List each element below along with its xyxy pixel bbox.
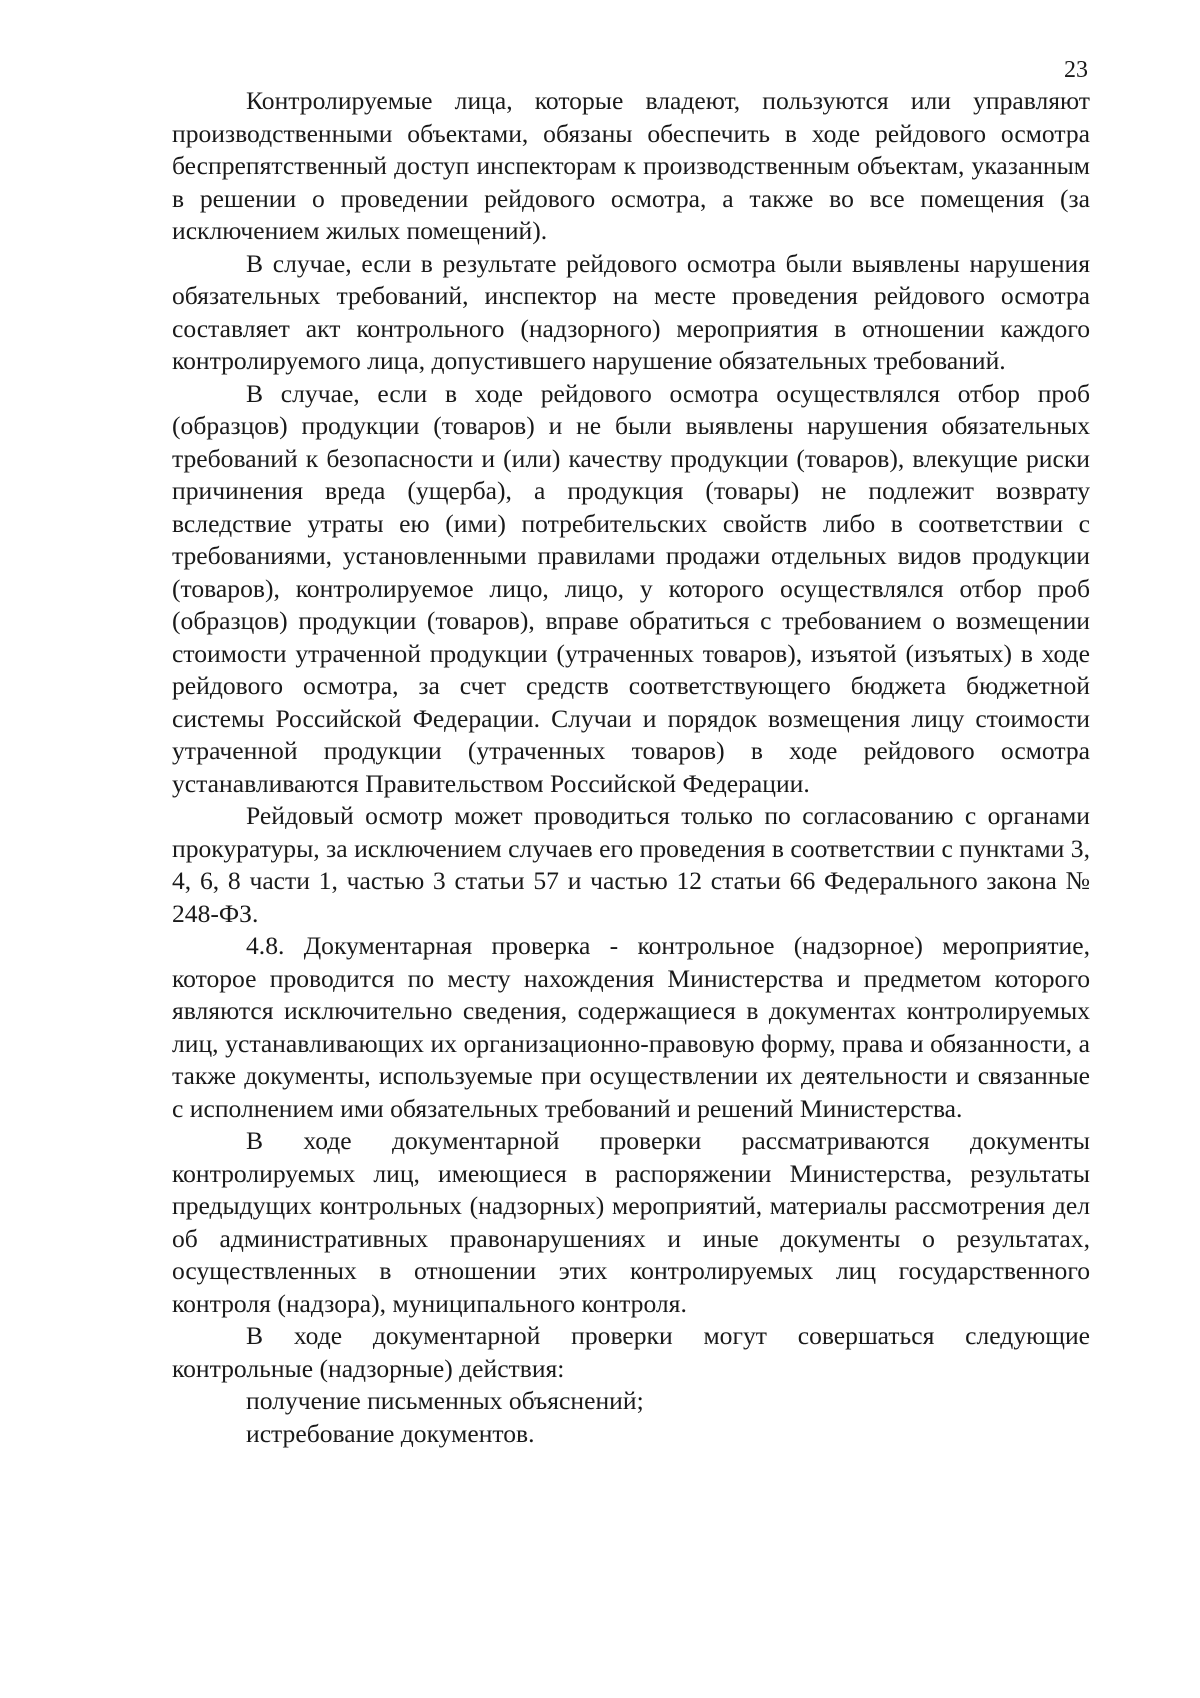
document-body (172, 85, 1090, 1450)
paragraph-documentary-check: 4.8. Документарная проверка - контрольное (надзорное) мероприятие, которое проводится по месту нахождения Министерства и предметом которого являются исключительно сведения, содержащиеся в документах контролируемых лиц, устанавливающих их организационно-правовую форму, права и обязанности, а также документы, используемые при осуществлении их деятельности и связанные с исполнением ими обязательных требований и решений Министерства. (172, 931, 1090, 1123)
paragraph-access-obligation: Контролируемые лица, которые владеют, пользуются или управляют производственными объектами, обязаны обеспечить в ходе рейдового осмотра беспрепятственный доступ инспекторам к производственным объектам, указанным в решении о проведении рейдового осмотра, а также во все помещения (за исключением жилых помещений). (172, 86, 1090, 245)
paragraph-documents-reviewed: В ходе документарной проверки рассматриваются документы контролируемых лиц, имеющиеся в распоряжении Министерства, результаты предыдущих контрольных (надзорных) мероприятий, материалы рассмотрения дел об административных правонарушениях и иные документы о результатах, осуществленных в отношении этих контролируемых лиц государственного контроля (надзора), муниципального контроля. (172, 1126, 1090, 1318)
paragraph-sample-compensation: В случае, если в ходе рейдового осмотра осуществлялся отбор проб (образцов) продукции (товаров) и не были выявлены нарушения обязательных требований к безопасности и (или) качеству продукции (товаров), влекущие риски причинения вреда (ущерба), а продукция (товары) не подлежит возврату вследствие утраты ею (ими) потребительских свойств либо в соответствии с требованиями, установленными правилами продажи отдельных видов продукции (товаров), контролируемое лицо, лицо, у которого осуществлялся отбор проб (образцов) продукции (товаров), вправе обратиться с требованием о возмещении стоимости утраченной продукции (утраченных товаров), изъятой (изъятых) в ходе рейдового осмотра, за счет средств соответствующего бюджета бюджетной системы Российской Федерации. Случаи и порядок возмещения лицу стоимости утраченной продукции (утраченных товаров) в ходе рейдового осмотра устанавливаются Правительством Российской Федерации. (172, 378, 1090, 798)
paragraph-violation-act: В случае, если в результате рейдового осмотра были выявлены нарушения обязательных требований, инспектор на месте проведения рейдового осмотра составляет акт контрольного (надзорного) мероприятия в отношении каждого контролируемого лица, допустившего нарушение обязательных требований. (172, 248, 1090, 375)
paragraph-control-actions: В ходе документарной проверки могут совершаться следующие контрольные (надзорные) действия: (172, 1321, 1090, 1383)
list-item-written-explanations: получение письменных объяснений; (246, 1386, 644, 1415)
page-number: 23 (1064, 57, 1088, 83)
paragraph-prosecutor-approval: Рейдовый осмотр может проводиться только по согласованию с органами прокуратуры, за исключением случаев его проведения в соответствии с пунктами 3, 4, 6, 8 части 1, частью 3 статьи 57 и частью 12 статьи 66 Федерального закона № 248-ФЗ. (172, 801, 1090, 928)
list-item-document-request: истребование документов. (246, 1418, 535, 1448)
